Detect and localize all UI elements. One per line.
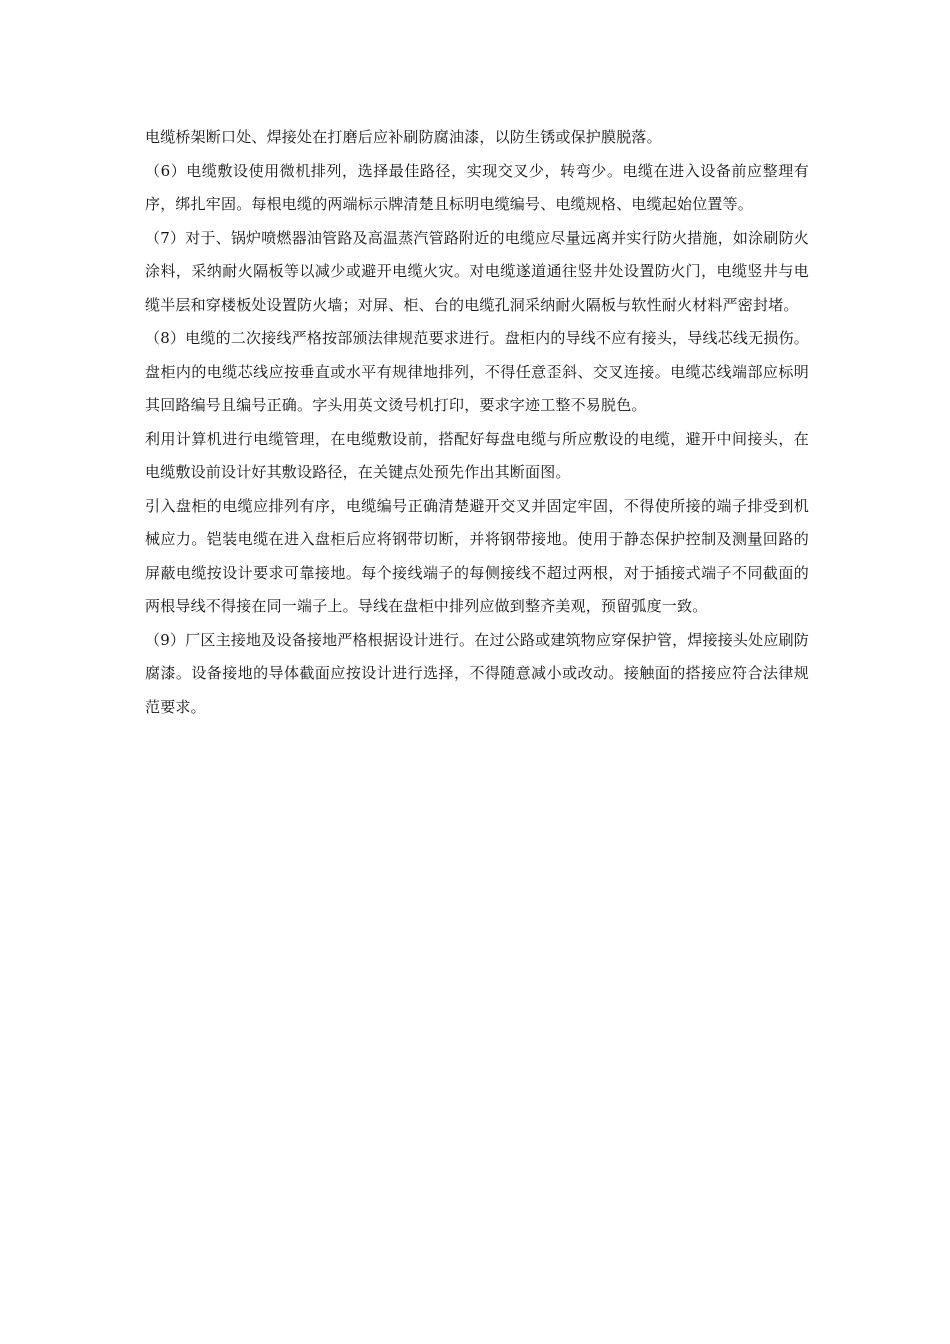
- paragraph-item-8: （8）电缆的二次接线严格按部颁法律规范要求进行。盘柜内的导线不应有接头，导线芯线无损伤。盘柜内的电缆芯线应按垂直或水平有规律地排列，不得任意歪斜、交叉连接。电缆芯线端部应标明其回路编号且编号正确。字头用英文烫号机打印，要求字迹工整不易脱色。: [145, 329, 809, 414]
- paragraph-cable-tray-repair: 电缆桥架断口处、焊接处在打磨后应补刷防腐油漆，以防生锈或保护膜脱落。: [145, 128, 662, 146]
- document-body: [145, 121, 809, 724]
- paragraph-item-6: （6）电缆敷设使用微机排列，选择最佳路径，实现交叉少，转弯少。电缆在进入设备前应整理有序，绑扎牢固。每根电缆的两端标示牌清楚且标明电缆编号、电缆规格、电缆起始位置等。: [145, 161, 809, 213]
- paragraph-item-9: （9）厂区主接地及设备接地严格根据设计进行。在过公路或建筑物应穿保护管，焊接接头处应刷防腐漆。设备接地的导体截面应按设计进行选择，不得随意减小或改动。接触面的搭接应符合法律规范要求。: [145, 630, 809, 716]
- paragraph-cabinet-wiring: 引入盘柜的电缆应排列有序，电缆编号正确清楚避开交叉并固定牢固，不得使所接的端子排受到机械应力。铠装电缆在进入盘柜后应将钢带切断，并将钢带接地。使用于静态保护控制及测量回路的屏蔽电缆按设计要求可靠接地。每个接线端子的每侧接线不超过两根，对于插接式端子不同截面的两根导线不得接在同一端子上。导线在盘柜中排列应做到整齐美观，预留弧度一致。: [145, 496, 809, 615]
- paragraph-computer-management: 利用计算机进行电缆管理，在电缆敷设前，搭配好每盘电缆与所应敷设的电缆，避开中间接头，在电缆敷设前设计好其敷设路径，在关键点处预先作出其断面图。: [145, 429, 809, 481]
- paragraph-item-7: （7）对于、锅炉喷燃器油管路及高温蒸汽管路附近的电缆应尽量远离并实行防火措施，如涂刷防火涂料，采纳耐火隔板等以减少或避开电缆火灾。对电缆遂道通往竖井处设置防火门，电缆竖井与电缆半层和穿楼板处设置防火墙；对屏、柜、台的电缆孔洞采纳耐火隔板与软性耐火材料严密封堵。: [145, 228, 809, 314]
